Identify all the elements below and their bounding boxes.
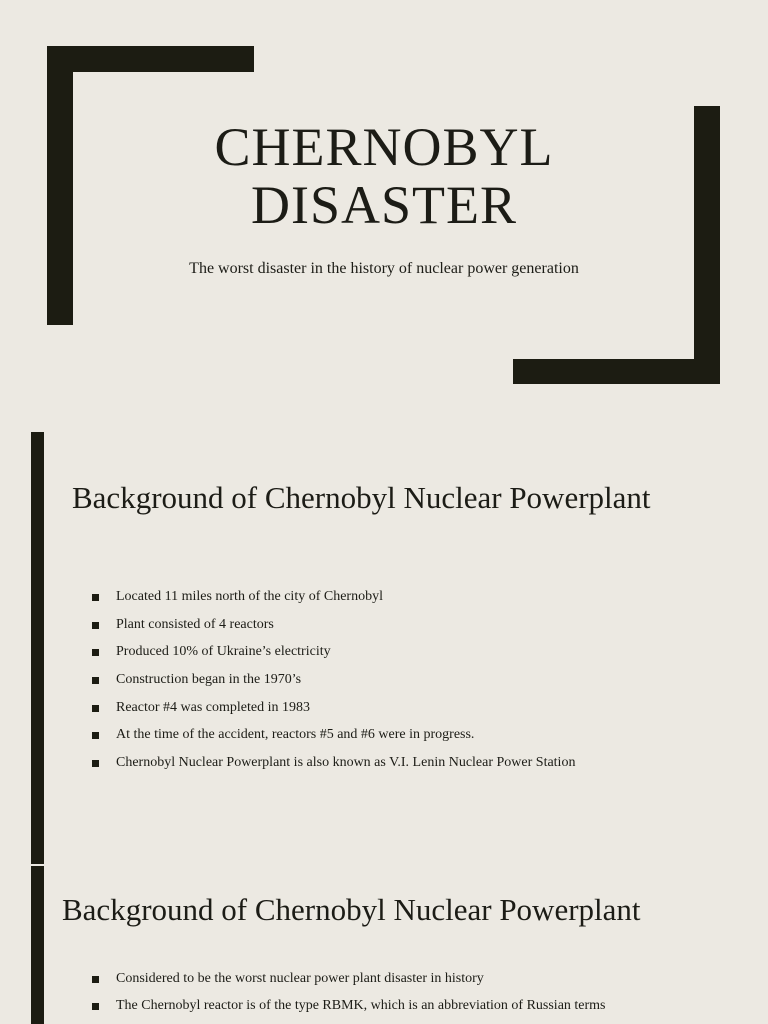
- title-slide: [0, 0, 768, 420]
- square-bullet-icon: [92, 1003, 99, 1010]
- square-bullet-icon: [92, 705, 99, 712]
- slide-heading: Background of Chernobyl Nuclear Powerplant: [62, 892, 641, 927]
- square-bullet-icon: [92, 649, 99, 656]
- list-item: Construction began in the 1970’s: [92, 671, 752, 699]
- square-bullet-icon: [92, 622, 99, 629]
- list-item: Located 11 miles north of the city of Chernobyl: [92, 588, 752, 616]
- list-item: The Chernobyl reactor is of the type RBMK, which is an abbreviation of Russian terms: [92, 997, 752, 1024]
- slide-subtitle: The worst disaster in the history of nuclear power generation: [189, 260, 579, 277]
- list-item: Plant consisted of 4 reactors: [92, 616, 752, 644]
- slide-title-line-1: CHERNOBYL: [214, 117, 554, 177]
- list-item: Produced 10% of Ukraine’s electricity: [92, 643, 752, 671]
- square-bullet-icon: [92, 760, 99, 767]
- list-item: At the time of the accident, reactors #5 and #6 were in progress.: [92, 726, 752, 754]
- frame-bracket-top-left-horizontal: [47, 46, 254, 72]
- slide-title-line-2: DISASTER: [250, 175, 518, 235]
- list-item: Reactor #4 was completed in 1983: [92, 699, 752, 727]
- accent-bar: [31, 432, 44, 864]
- frame-bracket-bottom-right-horizontal: [513, 359, 720, 384]
- square-bullet-icon: [92, 677, 99, 684]
- square-bullet-icon: [92, 732, 99, 739]
- slide-heading: Background of Chernobyl Nuclear Powerplant: [72, 480, 651, 515]
- background-slide-1: [0, 432, 768, 864]
- slide-title: [0, 118, 768, 234]
- accent-bar: [31, 866, 44, 1024]
- list-item: Chernobyl Nuclear Powerplant is also known as V.I. Lenin Nuclear Power Station: [92, 754, 752, 782]
- list-item: Considered to be the worst nuclear power plant disaster in history: [92, 970, 752, 997]
- square-bullet-icon: [92, 976, 99, 983]
- bullet-list: [92, 588, 752, 782]
- background-slide-2: [0, 866, 768, 1024]
- bullet-list: [92, 970, 752, 1024]
- square-bullet-icon: [92, 594, 99, 601]
